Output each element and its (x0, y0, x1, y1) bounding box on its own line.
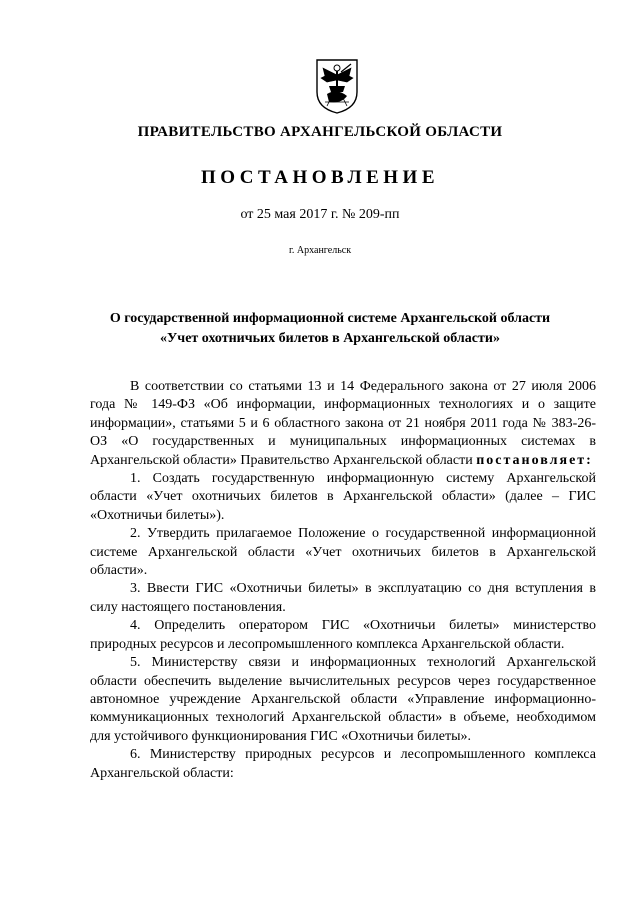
government-title: ПРАВИТЕЛЬСТВО АРХАНГЕЛЬСКОЙ ОБЛАСТИ (137, 124, 503, 140)
document-type: ПОСТАНОВЛЕНИЕ (200, 167, 440, 188)
preamble-text: В соответствии со статьями 13 и 14 Федерального закона от 27 июля 2006 года № 149-ФЗ «Об информации, информационных технологиях и о защите информации», статьями 5 и 6 областного закона от 21 ноября 2011 года № 383-26-ОЗ «О государственных и муниципальных информационных системах в Архангельской области» Правительство Архангельской области (90, 379, 596, 468)
document-body (90, 378, 596, 783)
document-title-line: О государственной информационной системе Архангельской области (109, 311, 551, 326)
document-title (80, 309, 580, 349)
coat-of-arms-icon (315, 58, 359, 114)
document-date-number: от 25 мая 2017 г. № 209-пп (240, 207, 400, 222)
clause-paragraph: 4. Определить оператором ГИС «Охотничьи билеты» министерство природных ресурсов и лесопромышленного комплекса Архангельской области. (90, 618, 596, 652)
document-title-line: «Учет охотничьих билетов в Архангельской области» (160, 331, 500, 346)
clause-paragraph: 6. Министерству природных ресурсов и лесопромышленного комплекса Архангельской области: (90, 747, 596, 781)
document-city: г. Архангельск (288, 245, 352, 256)
decree-word: постановляет: (476, 452, 593, 468)
preamble-paragraph (90, 378, 596, 470)
clause-paragraph: 3. Ввести ГИС «Охотничьи билеты» в эксплуатацию со дня вступления в силу настоящего постановления. (90, 581, 596, 615)
clause-paragraph: 1. Создать государственную информационную систему Архангельской области «Учет охотничьих билетов в Архангельской области» (далее – ГИС «Охотничьи билеты»). (90, 471, 596, 523)
clause-paragraph: 2. Утвердить прилагаемое Положение о государственной информационной системе Архангельской области «Учет охотничьих билетов в Архангельской области». (90, 526, 596, 579)
clause-paragraph: 5. Министерству связи и информационных технологий Архангельской области обеспечить выделение вычислительных ресурсов через государственное автономное учреждение Архангельской области «Управление информационно-коммуникационных технологий Архангельской области» в объеме, необходимом для устойчивого функционирования ГИС «Охотничьи билеты». (90, 655, 596, 744)
